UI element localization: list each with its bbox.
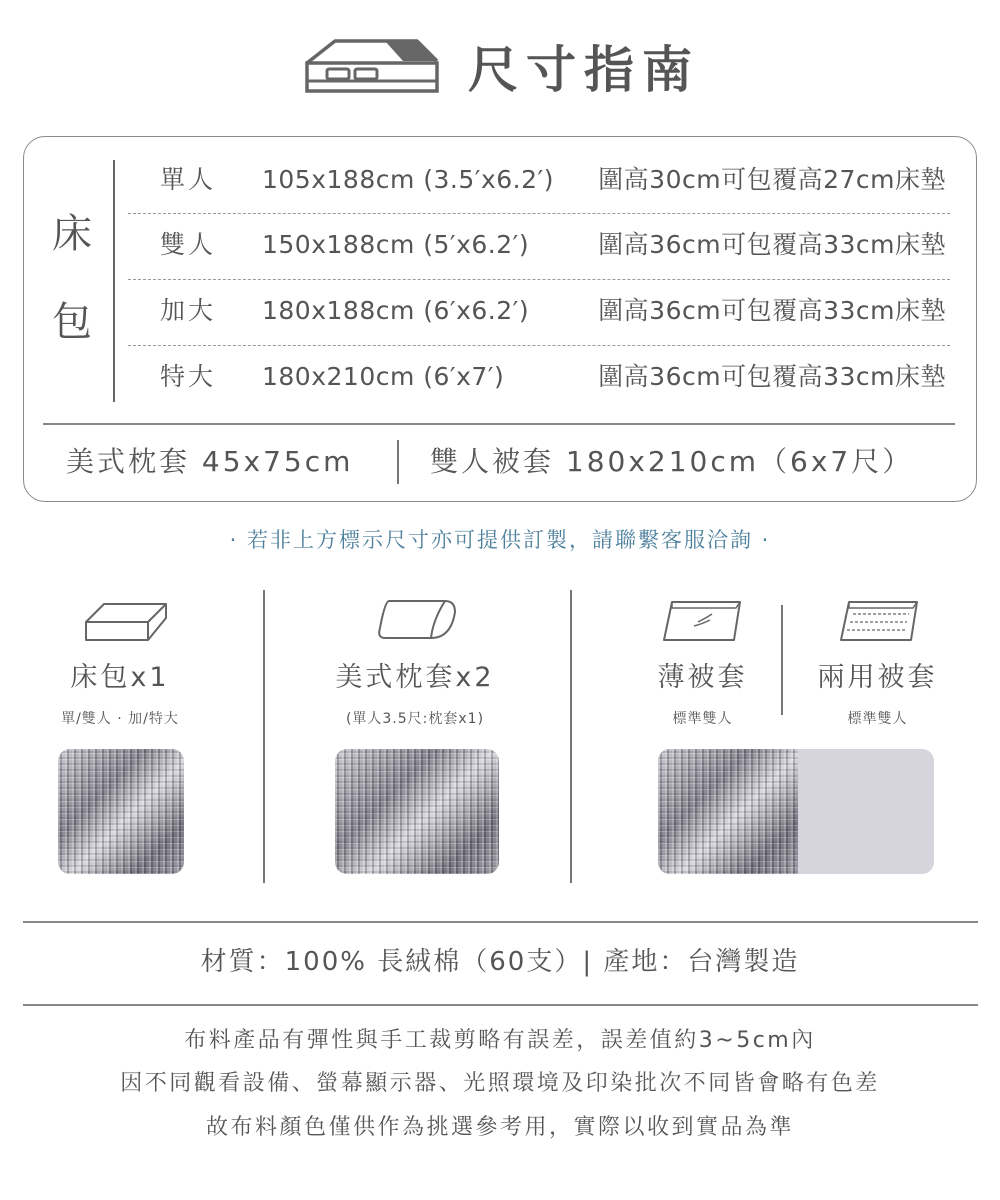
horizontal-divider [23, 1004, 978, 1006]
size-dims: 105x188cm (3.5′x6.2′) [262, 165, 554, 194]
dual-use-duvet-icon [837, 598, 922, 644]
size-row-queen [160, 291, 946, 331]
house-bed-icon [305, 37, 440, 95]
size-name: 雙人 [160, 230, 217, 259]
pillowcase-fabric-swatch [335, 749, 499, 874]
size-dims: 150x188cm (5′x6.2′) [262, 230, 530, 259]
size-dims: 180x210cm (6′x7′) [262, 362, 505, 391]
page-title: 尺寸指南 [468, 41, 700, 99]
size-name: 單人 [160, 165, 217, 194]
item-bed-sheet-label: 床包x1 [70, 662, 170, 693]
duvet-fabric-swatch [658, 749, 934, 874]
bed-sheet-icon [82, 598, 172, 646]
row-divider [128, 279, 950, 280]
disclaimer-line-2: 因不同觀看設備、螢幕顯示器、光照環境及印染批次不同皆會略有色差 [120, 1071, 880, 1096]
pillowcase-icon [375, 598, 460, 642]
item-dual-duvet-sub: 標準雙人 [847, 711, 908, 727]
size-row-double [160, 225, 946, 265]
size-name: 特大 [160, 362, 217, 391]
row-divider [128, 213, 950, 214]
size-row-king [160, 357, 946, 397]
duvet-size: 雙人被套 180x210cm（6x7尺） [430, 445, 914, 478]
size-row-single [160, 160, 946, 200]
item-divider [781, 605, 783, 715]
material-origin: 材質：100% 長絨棉（60支）| 產地：台灣製造 [200, 947, 800, 977]
pillowcase-size: 美式枕套 45x75cm [66, 445, 354, 478]
duvet-solid-side [798, 749, 934, 874]
bed-sheet-fabric-swatch [58, 749, 184, 874]
duvet-pattern-side [658, 749, 798, 874]
disclaimer-line-1: 布料產品有彈性與手工裁剪略有誤差，誤差值約3~5cm內 [184, 1028, 816, 1053]
bed-sheet-label-2: 包 [52, 299, 92, 345]
vertical-divider [113, 160, 115, 402]
size-note: 圍高36cm可包覆高33cm床墊 [598, 362, 946, 391]
horizontal-divider [43, 423, 955, 425]
item-thin-duvet-sub: 標準雙人 [672, 711, 733, 727]
item-thin-duvet-label: 薄被套 [657, 662, 748, 693]
disclaimer-line-3: 故布料顏色僅供作為挑選參考用，實際以收到實品為準 [205, 1115, 794, 1140]
custom-order-note: · 若非上方標示尺寸亦可提供訂製，請聯繫客服洽詢 · [229, 528, 771, 552]
size-note: 圍高36cm可包覆高33cm床墊 [598, 230, 946, 259]
bed-sheet-label-1: 床 [52, 211, 92, 257]
size-note: 圍高30cm可包覆高27cm床墊 [598, 165, 946, 194]
horizontal-divider [23, 921, 978, 923]
item-bed-sheet-sub: 單/雙人 · 加/特大 [61, 711, 179, 727]
size-note: 圍高36cm可包覆高33cm床墊 [598, 296, 946, 325]
item-dual-duvet-label: 兩用被套 [817, 662, 938, 693]
item-pillowcase-label: 美式枕套x2 [335, 662, 495, 693]
item-divider [263, 590, 265, 883]
thin-duvet-icon [660, 598, 745, 644]
size-separator [397, 440, 399, 484]
row-divider [128, 345, 950, 346]
item-pillowcase-sub: (單人3.5尺:枕套x1) [345, 711, 485, 727]
item-divider [570, 590, 572, 883]
size-name: 加大 [160, 296, 217, 325]
size-dims: 180x188cm (6′x6.2′) [262, 296, 530, 325]
